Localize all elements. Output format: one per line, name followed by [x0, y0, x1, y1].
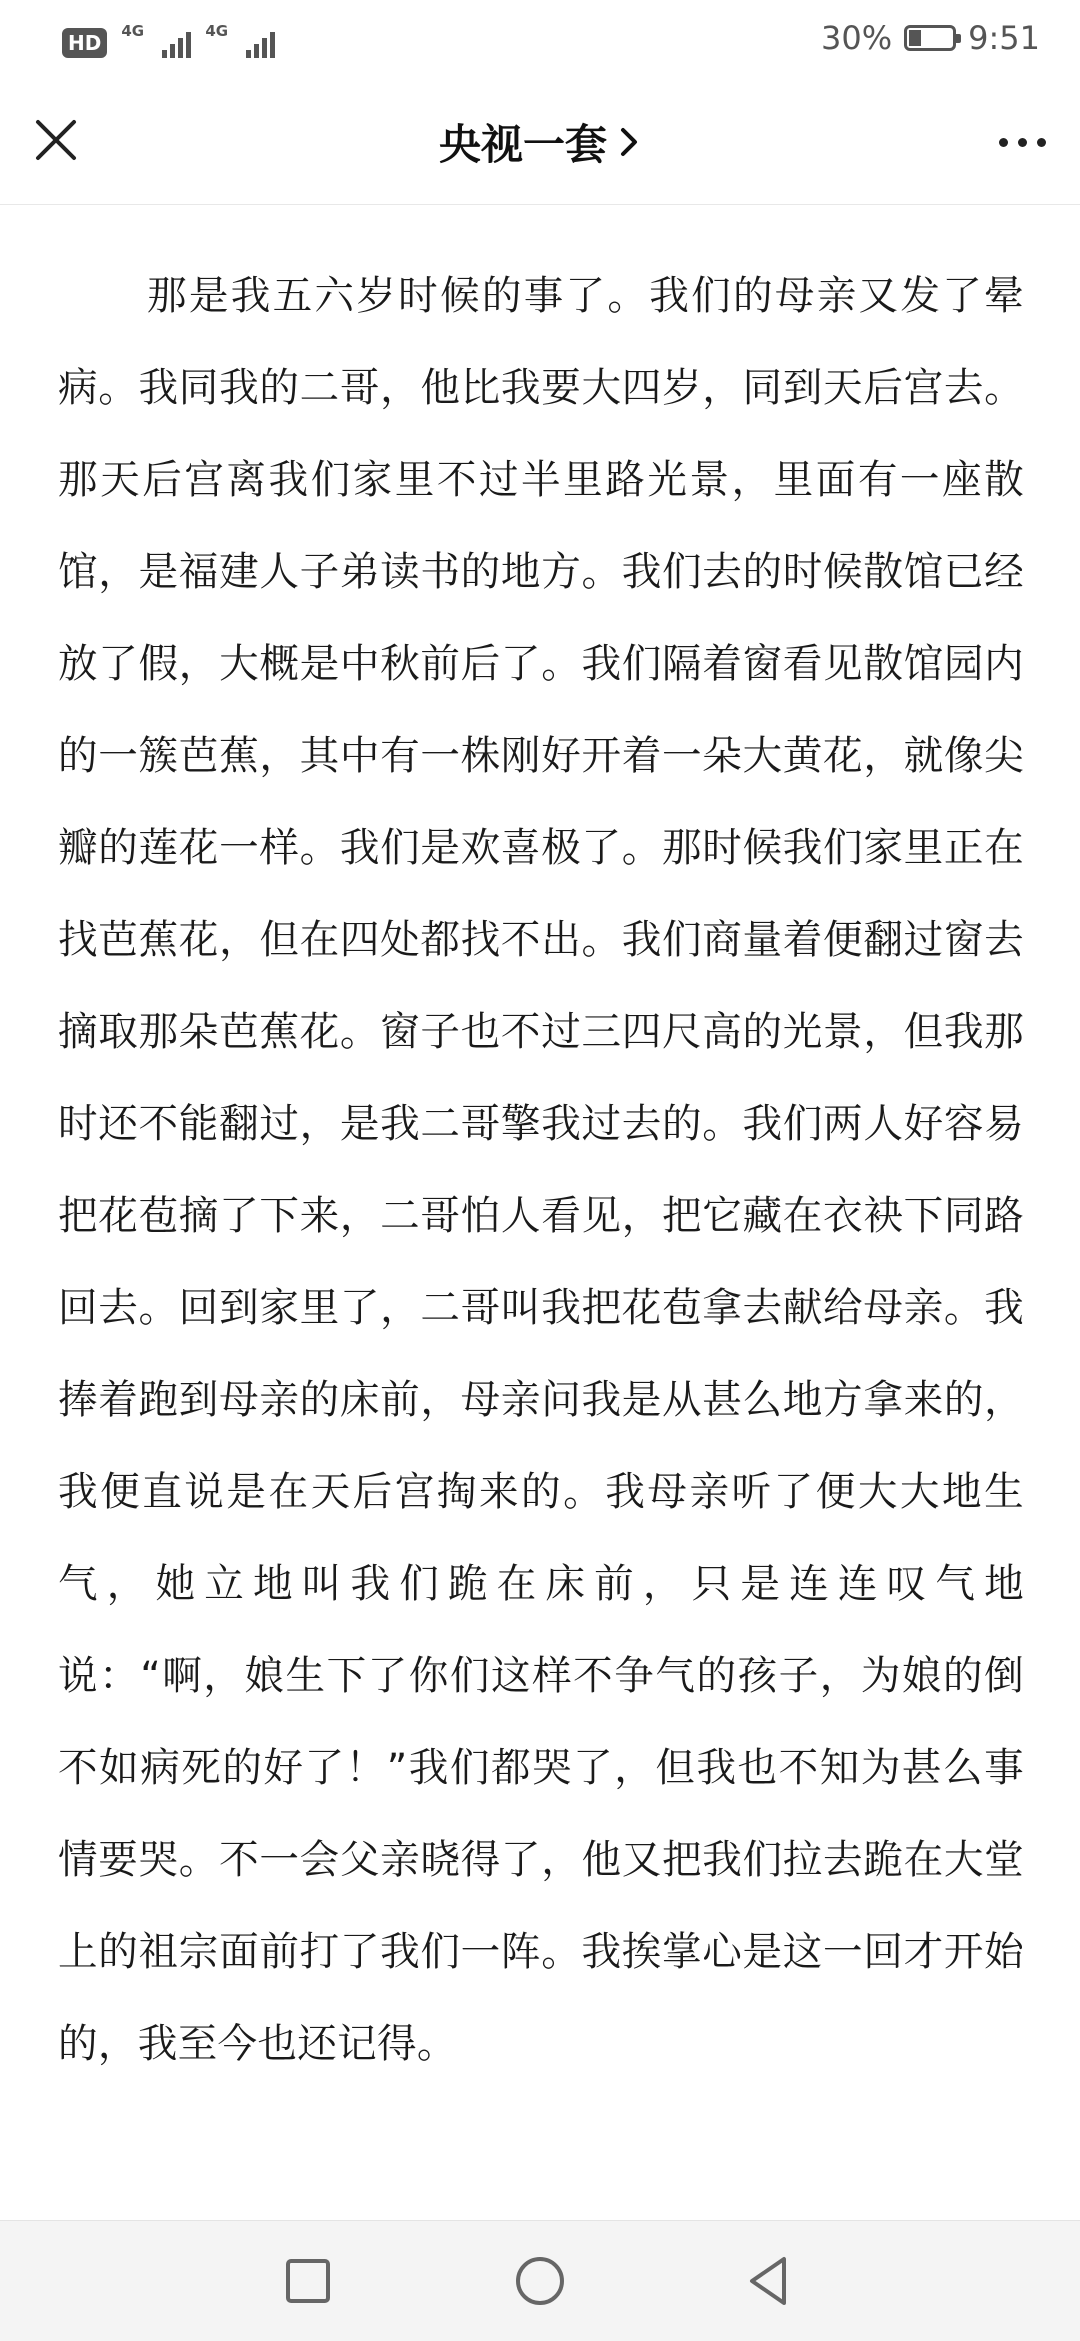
status-right-group [821, 14, 1040, 62]
battery-percent: 30% [821, 19, 893, 57]
page-title: 央视一套 [438, 120, 607, 169]
more-dot [999, 138, 1008, 147]
status-left-group [62, 18, 275, 58]
battery-fill [909, 30, 921, 46]
sim1-network-label: 4G [121, 22, 145, 40]
nav-bar [0, 80, 1080, 205]
sim2-network-label: 4G [205, 22, 229, 40]
more-dot [1018, 138, 1027, 147]
battery-icon [904, 25, 956, 51]
triangle-back-icon [740, 2251, 800, 2311]
article-body: 那是我五六岁时候的事了。我们的母亲又发了晕病。我同我的二哥，他比我要大四岁，同到天后宫去。那天后宫离我们家里不过半里路光景，里面有一座散馆，是福建人子弟读书的地方。我们去的时候散馆已经放了假，大概是中秋前后了。我们隔着窗看见散馆园内的一簇芭蕉，其中有一株刚好开着一朵大黄花，就像尖瓣的莲花一样。我们是欢喜极了。那时候我们家里正在找芭蕉花，但在四处都找不出。我们商量着便翻过窗去摘取那朵芭蕉花。窗子也不过三四尺高的光景，但我那时还不能翻过，是我二哥擎我过去的。我们两人好容易把花苞摘了下来，二哥怕人看见，把它藏在衣袂下同路回去。回到家里了，二哥叫我把花苞拿去献给母亲。我捧着跑到母亲的床前，母亲问我是从甚么地方拿来的，我便直说是在天后宫掏来的。我母亲听了便大大地生气，她立地叫我们跪在床前，只是连连叹气地说：“啊，娘生下了你们这样不争气的孩子，为娘的倒不如病死的好了！”我们都哭了，但我也不知为甚么事情要哭。不一会父亲晓得了，他又把我们拉去跪在大堂上的祖宗面前打了我们一阵。我挨掌心是这一回才开始的，我至今也还记得。 [58, 273, 1024, 2067]
recents-button[interactable] [278, 2251, 338, 2311]
square-recents-icon [278, 2251, 338, 2311]
status-bar [0, 0, 1080, 80]
more-button[interactable] [990, 114, 1054, 170]
sim1-signal-bars [162, 32, 191, 58]
circle-home-icon [510, 2251, 570, 2311]
back-button[interactable] [740, 2251, 800, 2311]
sim2-signal-bars [246, 32, 275, 58]
hd-badge: HD [62, 28, 107, 58]
clock: 9:51 [968, 19, 1040, 57]
sim1-signal-icon [121, 22, 191, 58]
home-button[interactable] [510, 2251, 570, 2311]
account-title-link[interactable] [0, 110, 1080, 174]
sim2-signal-icon [205, 22, 275, 58]
more-dot [1037, 138, 1046, 147]
chevron-right-icon [617, 124, 641, 160]
system-navigation-bar [0, 2220, 1080, 2341]
